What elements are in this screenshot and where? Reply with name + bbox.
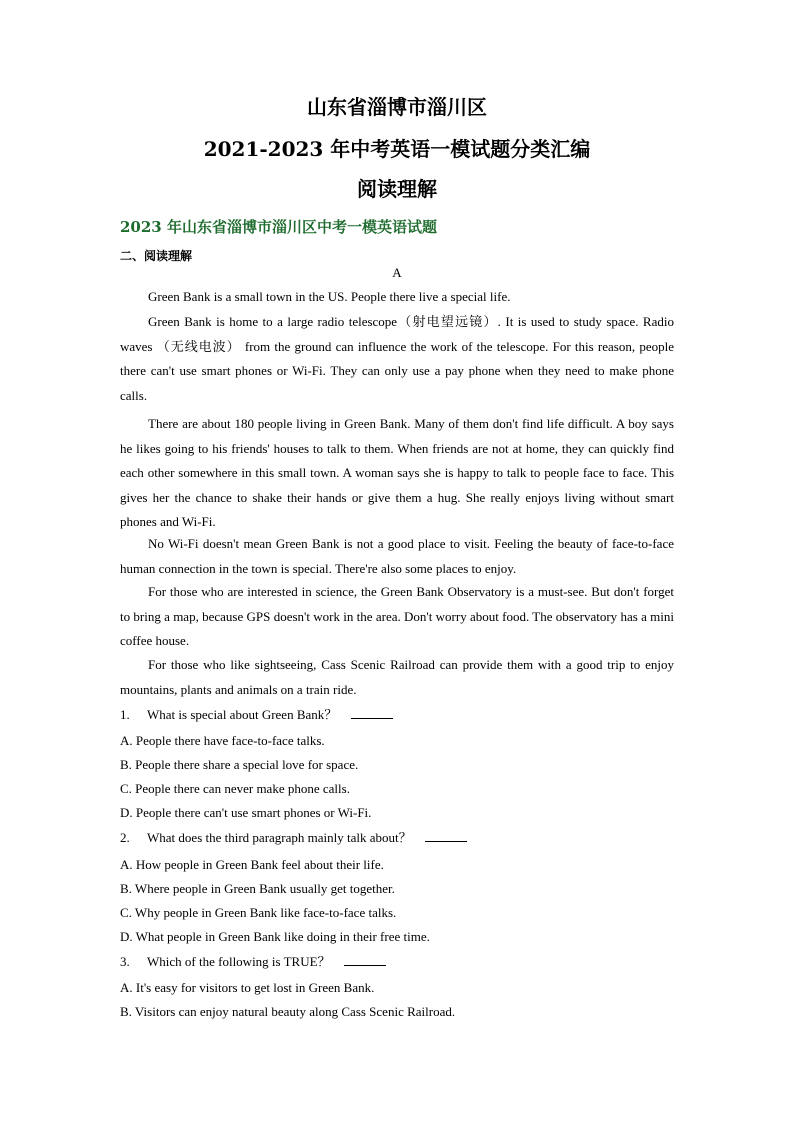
option-a: A. How people in Green Bank feel about their life.: [120, 857, 384, 872]
passage-paragraph: Green Bank is home to a large radio telescope（射电望远镜）. It is used to study space. Radio waves （无线电波） from the ground can influence the work of the telescope. For this reason, people there can't use smart phones or Wi-Fi. They can only use a pay phone when they need to make phone calls.: [120, 314, 674, 403]
part-heading: 二、阅读理解: [120, 249, 193, 263]
option-b: B. People there share a special love for space.: [120, 757, 359, 772]
passage-paragraph: There are about 180 people living in Green Bank. Many of them don't find life difficult. A boy says he likes going to his friends' houses to talk to them. When friends are not at home, they can quickly find each other somewhere in this small town. A woman says she is happy to talk to people face to face. This gives her the chance to shake their hands or give them a hug. She really enjoys living without smart phones and Wi-Fi.: [120, 416, 674, 529]
passage-label: A: [392, 265, 402, 280]
option-a: A. People there have face-to-face talks.: [120, 733, 325, 748]
question-stem: What does the third paragraph mainly talk about？: [147, 830, 412, 845]
answer-blank[interactable]: [351, 706, 393, 719]
passage-paragraph: No Wi-Fi doesn't mean Green Bank is not a good place to visit. Feeling the beauty of face-to-face human connection in the town is special. There're also some places to enjoy.: [120, 536, 674, 576]
document-title-topic: 阅读理解: [357, 177, 437, 201]
document-title-region: 山东省淄博市淄川区: [307, 95, 487, 119]
document-title-collection: 2021-2023 年中考英语一模试题分类汇编: [203, 137, 591, 161]
question-number: 2.: [120, 830, 130, 845]
question-number: 3.: [120, 954, 130, 969]
option-c: C. People there can never make phone calls.: [120, 781, 350, 796]
question-stem: What is special about Green Bank？: [147, 707, 338, 722]
answer-blank[interactable]: [425, 829, 467, 842]
question-1: [120, 706, 393, 724]
passage-paragraph: For those who are interested in science, the Green Bank Observatory is a must-see. But don't forget to bring a map, because GPS doesn't work in the area. Don't worry about food. The observatory has a mini coffee house.: [120, 584, 674, 648]
option-b: B. Where people in Green Bank usually get together.: [120, 881, 395, 896]
option-a: A. It's easy for visitors to get lost in Green Bank.: [120, 980, 375, 995]
option-d: D. People there can't use smart phones or Wi-Fi.: [120, 805, 372, 820]
option-d: D. What people in Green Bank like doing in their free time.: [120, 929, 430, 944]
question-stem: Which of the following is TRUE？: [147, 954, 331, 969]
answer-blank[interactable]: [344, 953, 386, 966]
option-c: C. Why people in Green Bank like face-to-face talks.: [120, 905, 397, 920]
option-b: B. Visitors can enjoy natural beauty along Cass Scenic Railroad.: [120, 1004, 456, 1019]
passage-paragraph: For those who like sightseeing, Cass Scenic Railroad can provide them with a good trip to enjoy mountains, plants and animals on a train ride.: [120, 657, 674, 697]
exam-section-title: 2023 年山东省淄博市淄川区中考一模英语试题: [120, 218, 437, 236]
question-3: [120, 953, 386, 971]
question-2: [120, 829, 467, 847]
passage-paragraph: Green Bank is a small town in the US. People there live a special life.: [148, 289, 511, 304]
question-number: 1.: [120, 707, 130, 722]
